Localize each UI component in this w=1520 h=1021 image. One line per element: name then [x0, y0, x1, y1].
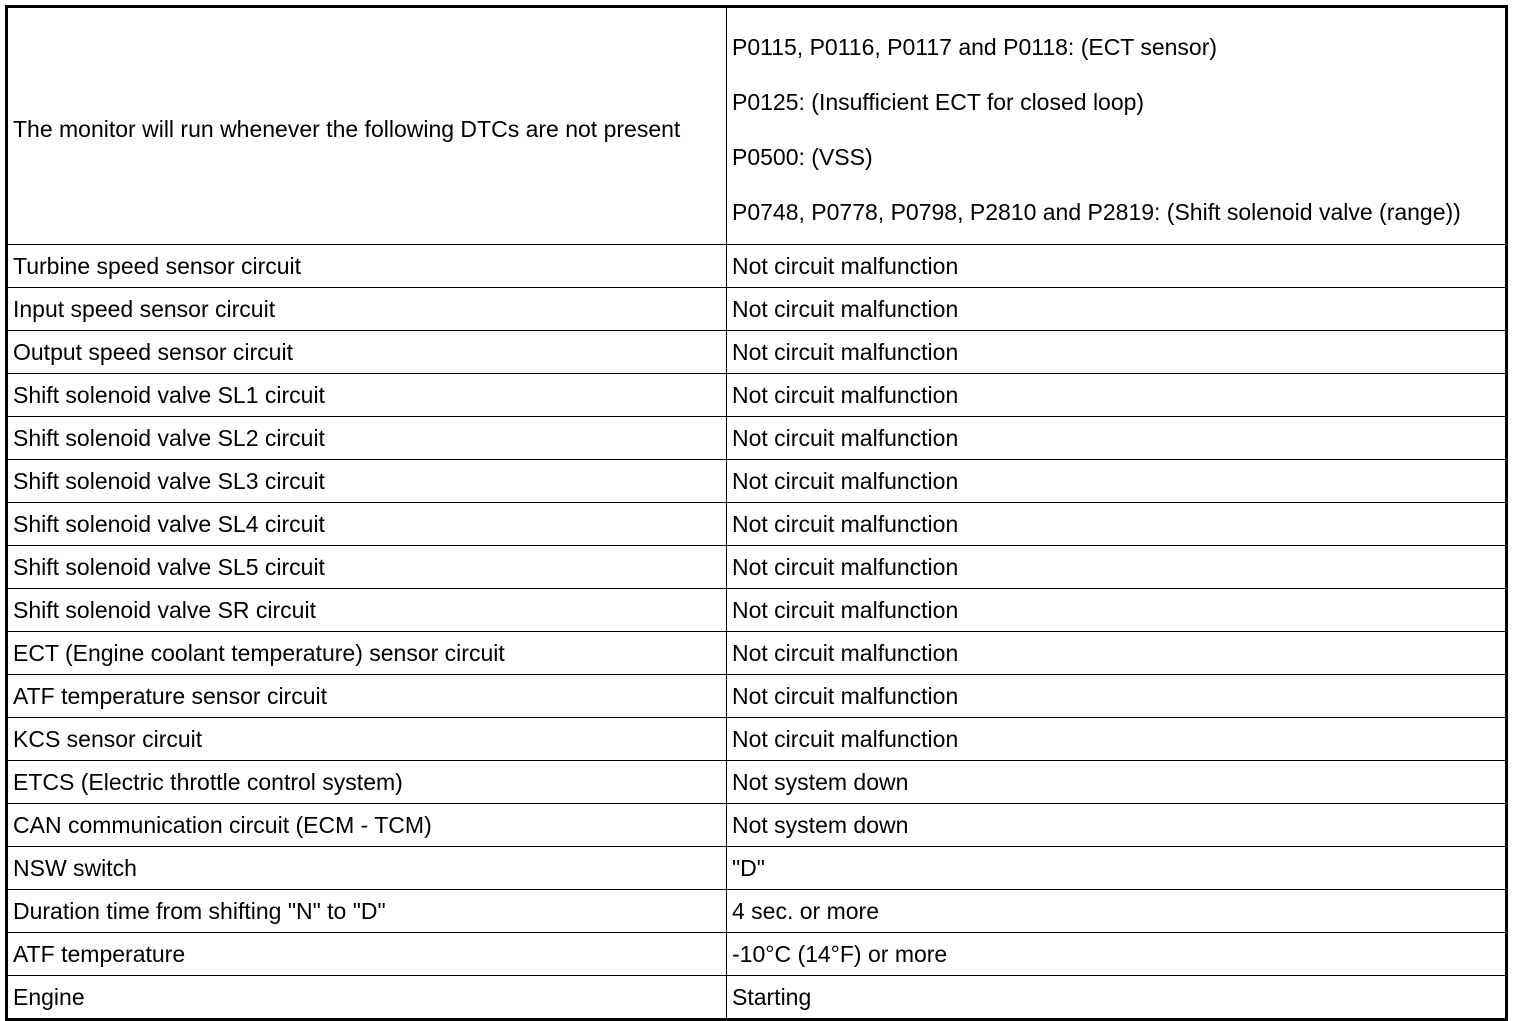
condition-value-cell: Not circuit malfunction — [727, 288, 1507, 331]
condition-item-cell: Input speed sensor circuit — [7, 288, 727, 331]
condition-item-cell: ATF temperature — [7, 933, 727, 976]
condition-item-cell: Shift solenoid valve SL1 circuit — [7, 374, 727, 417]
condition-item-cell: KCS sensor circuit — [7, 718, 727, 761]
dtc-list — [727, 7, 1507, 245]
condition-item-cell: CAN communication circuit (ECM - TCM) — [7, 804, 727, 847]
condition-item-cell: Engine — [7, 976, 727, 1020]
table-row — [7, 460, 1507, 503]
dtc-list-item: P0115, P0116, P0117 and P0118: (ECT sensor) — [732, 33, 1218, 60]
table-row — [7, 503, 1507, 546]
condition-item-cell: Duration time from shifting "N" to "D" — [7, 890, 727, 933]
table-row — [7, 933, 1507, 976]
condition-value-cell: Not circuit malfunction — [727, 589, 1507, 632]
table-row — [7, 546, 1507, 589]
condition-value-cell: Not system down — [727, 761, 1507, 804]
condition-value-cell: Not circuit malfunction — [727, 331, 1507, 374]
condition-value-cell: Not system down — [727, 804, 1507, 847]
condition-item-cell: Turbine speed sensor circuit — [7, 245, 727, 288]
condition-value-cell: Starting — [727, 976, 1507, 1020]
dtc-list-item: P0500: (VSS) — [732, 143, 873, 170]
condition-item-cell: NSW switch — [7, 847, 727, 890]
table-row — [7, 804, 1507, 847]
table-row — [7, 417, 1507, 460]
condition-item-cell: Output speed sensor circuit — [7, 331, 727, 374]
condition-value-cell: Not circuit malfunction — [727, 503, 1507, 546]
condition-value-cell: "D" — [727, 847, 1507, 890]
table-row — [7, 847, 1507, 890]
table-row — [7, 245, 1507, 288]
table-row — [7, 331, 1507, 374]
dtc-list-item: P0125: (Insufficient ECT for closed loop) — [732, 88, 1145, 115]
table-row — [7, 675, 1507, 718]
condition-item-cell: ECT (Engine coolant temperature) sensor circuit — [7, 632, 727, 675]
condition-item-cell: ETCS (Electric throttle control system) — [7, 761, 727, 804]
table-row — [7, 761, 1507, 804]
condition-value-cell: Not circuit malfunction — [727, 417, 1507, 460]
condition-item-cell: Shift solenoid valve SL3 circuit — [7, 460, 727, 503]
condition-value-cell: Not circuit malfunction — [727, 245, 1507, 288]
condition-value-cell: Not circuit malfunction — [727, 675, 1507, 718]
condition-value-cell: -10°C (14°F) or more — [727, 933, 1507, 976]
condition-value-cell: Not circuit malfunction — [727, 460, 1507, 503]
dtc-condition-label: The monitor will run whenever the following DTCs are not present — [7, 7, 727, 245]
condition-value-cell: Not circuit malfunction — [727, 374, 1507, 417]
condition-item-cell: Shift solenoid valve SR circuit — [7, 589, 727, 632]
condition-value-cell: 4 sec. or more — [727, 890, 1507, 933]
condition-item-cell: Shift solenoid valve SL2 circuit — [7, 417, 727, 460]
condition-item-cell: Shift solenoid valve SL4 circuit — [7, 503, 727, 546]
condition-value-cell: Not circuit malfunction — [727, 718, 1507, 761]
table-row — [7, 718, 1507, 761]
table-row — [7, 632, 1507, 675]
condition-value-cell: Not circuit malfunction — [727, 546, 1507, 589]
condition-item-cell: Shift solenoid valve SL5 circuit — [7, 546, 727, 589]
condition-value-cell: Not circuit malfunction — [727, 632, 1507, 675]
table-row-dtc-conditions — [7, 7, 1507, 245]
table-row — [7, 288, 1507, 331]
condition-item-cell: ATF temperature sensor circuit — [7, 675, 727, 718]
table-row — [7, 890, 1507, 933]
table-row — [7, 589, 1507, 632]
table-row — [7, 374, 1507, 417]
conditions-table-body — [7, 7, 1507, 1020]
conditions-table — [5, 5, 1508, 1021]
table-row — [7, 976, 1507, 1020]
dtc-list-item: P0748, P0778, P0798, P2810 and P2819: (Shift solenoid valve (range)) — [732, 198, 1461, 225]
